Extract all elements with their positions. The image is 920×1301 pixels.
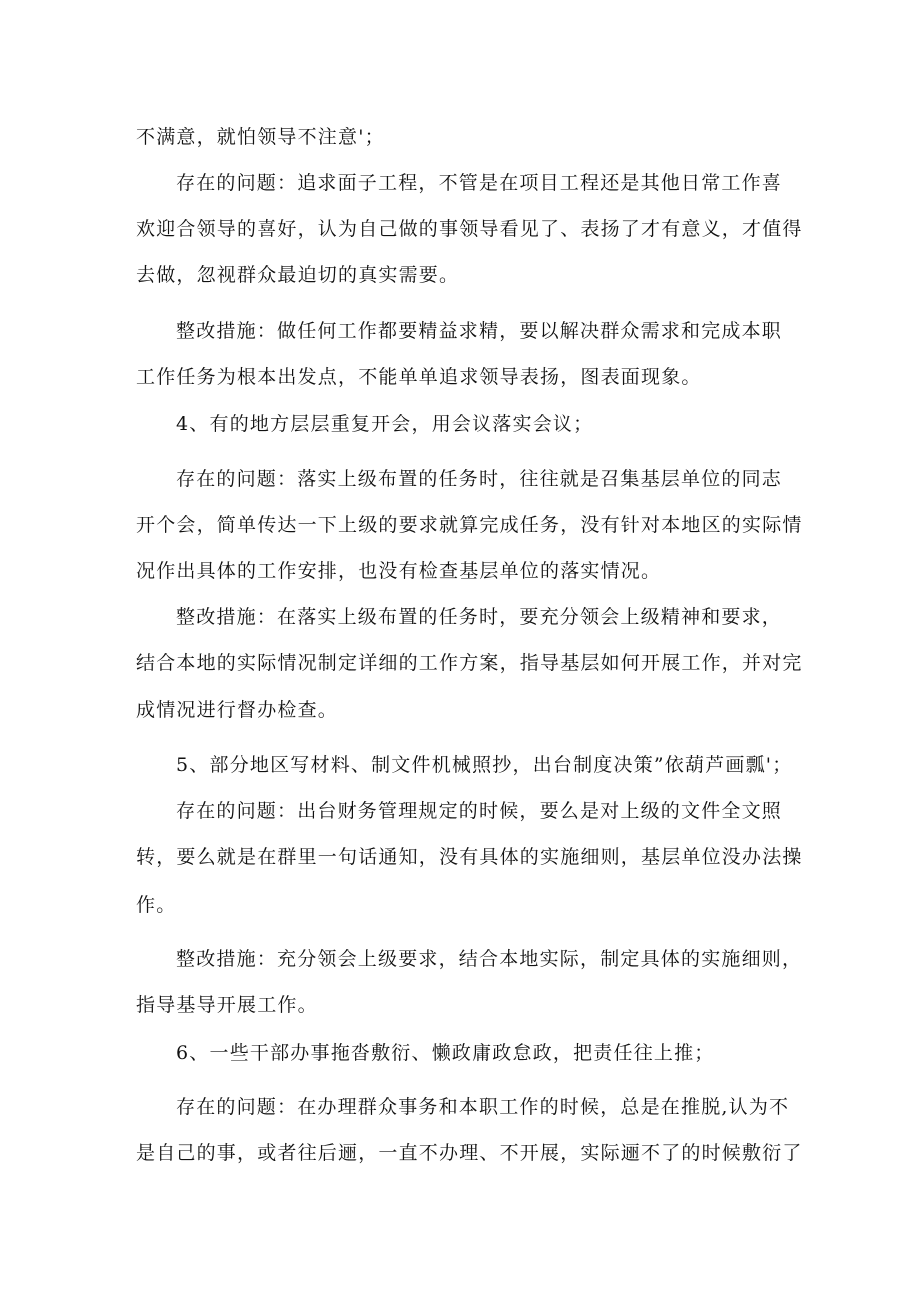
text-line: 不满意，就怕领导不注意'； bbox=[136, 126, 385, 148]
text-line: 存在的问题：在办理群众事务和本职工作的时候，总是在推脱,认为不 bbox=[176, 1096, 790, 1118]
text-line: 存在的问题：出台财务管理规定的时候，要么是对上级的文件全文照 bbox=[176, 800, 783, 822]
text-line: 整改措施：做任何工作都要精益求精，要以解决群众需求和完成本职 bbox=[176, 320, 783, 342]
text-line: 存在的问题：追求面子工程，不管是在项目工程还是其他日常工作喜 bbox=[176, 172, 783, 194]
text-line: 指导基导开展工作。 bbox=[136, 994, 318, 1016]
text-line: 去做，忽视群众最迫切的真实需要。 bbox=[136, 264, 460, 286]
text-line: 工作任务为根本出发点，不能单单追求领导表扬，图表面现象。 bbox=[136, 366, 702, 388]
text-line: 整改措施：充分领会上级要求，结合本地实际，制定具体的实施细则， bbox=[176, 948, 803, 970]
section-heading: 5、部分地区写材料、制文件机械照抄，出台制度决策”依葫芦画瓢'； bbox=[176, 754, 793, 776]
text-line: 成情况进行督办检查。 bbox=[136, 699, 339, 721]
text-line: 作。 bbox=[136, 894, 177, 916]
text-line: 况作出具体的工作安排，也没有检查基层单位的落实情况。 bbox=[136, 560, 662, 582]
text-line: 存在的问题：落实上级布置的任务时，往往就是召集基层单位的同志 bbox=[176, 468, 783, 490]
section-heading: 4、有的地方层层重复开会，用会议落实会议； bbox=[176, 413, 594, 435]
text-line: 整改措施：在落实上级布置的任务时，要充分领会上级精神和要求， bbox=[176, 606, 783, 628]
text-line: 欢迎合领导的喜好，认为自己做的事领导看见了、表扬了才有意义，才值得 bbox=[136, 218, 803, 240]
section-heading: 6、一些干部办事拖沓敷衍、懒政庸政怠政，把责任往上推； bbox=[176, 1042, 715, 1064]
text-line: 转，要么就是在群里一句话通知，没有具体的实施细则，基层单位没办法操 bbox=[136, 846, 803, 868]
text-line: 开个会，简单传达一下上级的要求就算完成任务，没有针对本地区的实际情 bbox=[136, 514, 803, 536]
text-line: 是自己的事，或者往后逦，一直不办理、不开展，实际逦不了的时候敷衍了 bbox=[136, 1142, 803, 1164]
text-line: 结合本地的实际情况制定详细的工作方案，指导基层如何开展工作，并对完 bbox=[136, 652, 803, 674]
